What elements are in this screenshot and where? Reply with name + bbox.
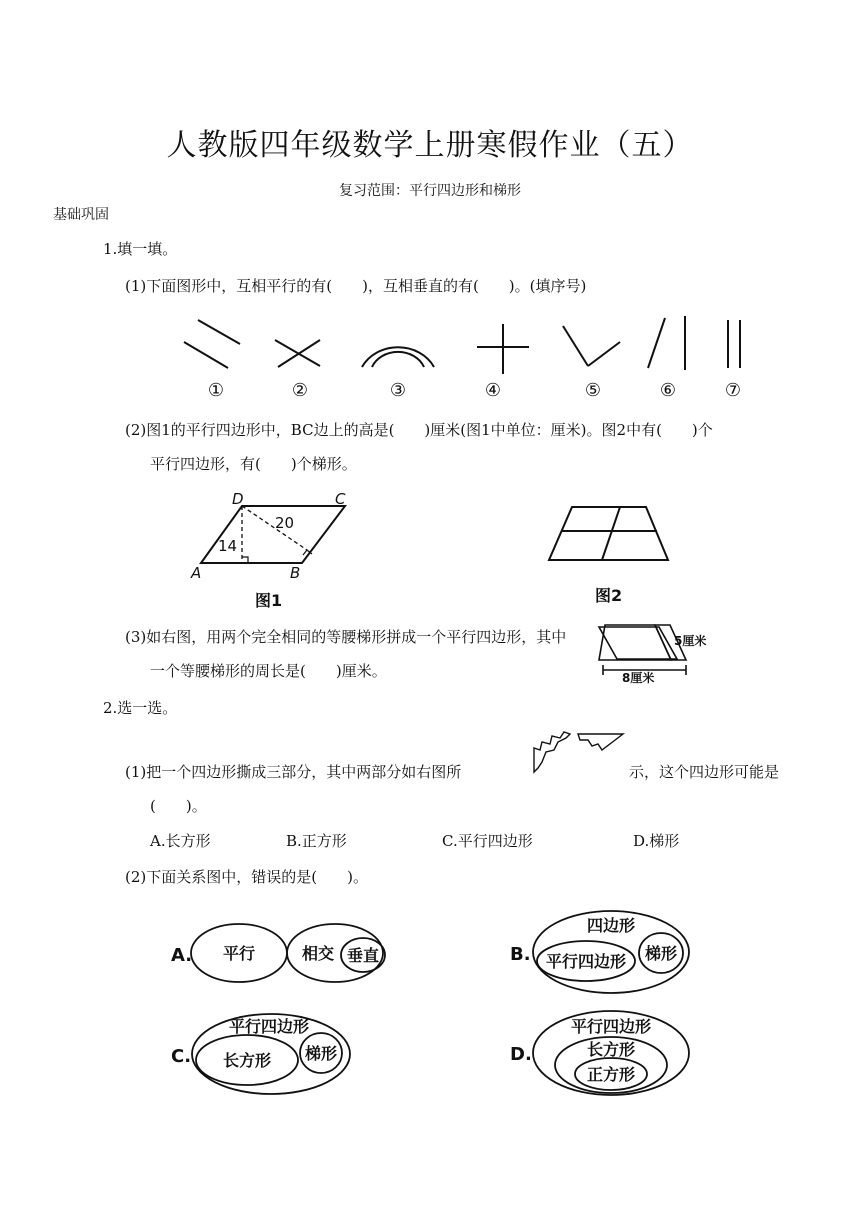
ellipse-label: 长方形 [222,1051,272,1070]
figure-3-two-trapezoids [588,615,723,687]
figure-3-arcs [362,347,434,367]
ellipse-label: 正方形 [586,1065,636,1084]
figure-caption: 图1 [255,591,283,610]
option-c: C.平行四边形 [442,832,533,850]
option-b: B.正方形 [286,832,347,850]
vertex-label: D [232,490,244,508]
q1-part3-line2: 一个等腰梯形的周长是( )厘米。 [150,662,387,680]
diagram-label: D. [510,1044,532,1065]
ellipse-label: 梯形 [644,944,678,963]
diagram-d [508,1008,698,1100]
torn-piece-2 [578,734,623,750]
torn-piece-1 [534,732,570,772]
ellipse-label: 相交 [301,944,335,963]
diagram-c [165,1010,365,1102]
height-value: 20 [275,514,295,532]
figure-4-perpendicular [477,324,529,374]
q1-part3-line1: (3)如右图，用两个完全相同的等腰梯形拼成一个平行四边形，其中 [125,628,567,646]
section-heading: 基础巩固 [53,207,109,223]
ellipse-label: 平行四边形 [228,1017,310,1036]
ellipse-label: 梯形 [304,1044,338,1063]
figure-number: ⑤ [584,380,602,401]
figure-7-vertical-parallel [728,320,740,368]
line-figures [170,310,760,405]
height-value: 14 [218,537,238,555]
q1-part2-line2: 平行四边形，有( )个梯形。 [150,455,357,473]
ellipse-label: 平行四边形 [570,1017,652,1036]
figure-number: ③ [389,380,407,401]
ellipse-label: 长方形 [586,1040,636,1059]
base-length-label: 8厘米 [622,671,655,685]
figure-number: ② [291,380,309,401]
q2-part1-line1b: 示，这个四边形可能是 [629,763,780,781]
figure-1-parallelogram [185,488,365,616]
side-length-label: 5厘米 [674,634,707,648]
figure-1-parallel-lines [184,320,240,368]
page-title: 人教版四年级数学上册寒假作业（五） [166,128,694,163]
vertex-label: A [191,564,202,582]
vertex-label: C [335,490,346,508]
q1-part2-line1: (2)图1的平行四边形中，BC边上的高是( )厘米(图1中单位：厘米)。图2中有( )个 [125,421,713,439]
ellipse-label: 平行四边形 [545,952,627,971]
q2-part1-line1a: (1)把一个四边形撕成三部分，其中两部分如右图所 [125,763,462,781]
q1-heading: 1.填一填。 [103,240,178,258]
diagram-b [508,905,698,997]
ellipse-label: 四边形 [586,916,636,935]
diagram-a [165,915,405,991]
option-d: D.梯形 [633,832,680,850]
figure-5-angle [563,326,620,366]
diagram-label: A. [171,945,193,966]
figure-number: ⑥ [659,380,677,401]
option-a: A.长方形 [150,832,211,850]
figure-2-crossing-lines [275,340,320,367]
diagram-label: B. [510,944,531,965]
ellipse-label: 垂直 [346,946,380,965]
figure-number: ① [207,380,225,401]
q2-part1-line2: ( )。 [150,797,207,815]
figure-number: ④ [484,380,502,401]
vertex-label: B [290,564,301,582]
torn-pieces-figure [528,728,628,776]
q2-heading: 2.选一选。 [103,699,178,717]
review-scope: 复习范围：平行四边形和梯形 [339,183,521,199]
figure-2-trapezoid [540,498,680,614]
figure-caption: 图2 [595,586,623,605]
diagram-label: C. [171,1046,192,1067]
figure-6-lines [648,316,685,370]
ellipse-label: 平行 [222,944,256,963]
figure-number: ⑦ [724,380,742,401]
q1-part1: (1)下面图形中，互相平行的有( )，互相垂直的有( )。(填序号) [125,277,587,295]
q2-part2: (2)下面关系图中，错误的是( )。 [125,868,368,886]
